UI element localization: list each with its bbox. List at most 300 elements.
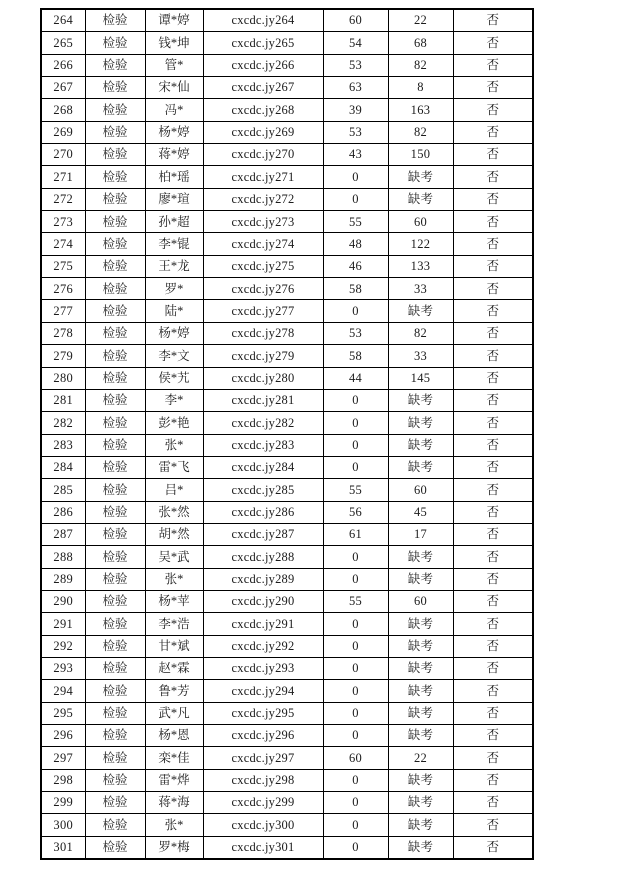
cell-category: 检验 <box>85 99 145 121</box>
cell-no: 271 <box>41 166 85 188</box>
cell-name: 鲁*芳 <box>145 680 203 702</box>
cell-name: 蒋*婷 <box>145 144 203 166</box>
cell-category: 检验 <box>85 836 145 859</box>
cell-rank: 缺考 <box>388 814 453 836</box>
table-row <box>41 434 533 456</box>
cell-category: 检验 <box>85 434 145 456</box>
cell-no: 266 <box>41 54 85 76</box>
cell-flag: 否 <box>453 456 533 478</box>
cell-category: 检验 <box>85 345 145 367</box>
cell-rank: 133 <box>388 255 453 277</box>
cell-name: 杨*婷 <box>145 322 203 344</box>
cell-no: 273 <box>41 211 85 233</box>
cell-score: 54 <box>323 32 388 54</box>
cell-category: 检验 <box>85 613 145 635</box>
cell-category: 检验 <box>85 769 145 791</box>
cell-flag: 否 <box>453 747 533 769</box>
cell-score: 0 <box>323 680 388 702</box>
cell-exam-id: cxcdc.jy264 <box>203 9 323 32</box>
cell-exam-id: cxcdc.jy301 <box>203 836 323 859</box>
cell-flag: 否 <box>453 300 533 322</box>
cell-no: 286 <box>41 501 85 523</box>
cell-score: 0 <box>323 702 388 724</box>
cell-name: 宋*仙 <box>145 77 203 99</box>
cell-no: 295 <box>41 702 85 724</box>
cell-flag: 否 <box>453 233 533 255</box>
cell-score: 0 <box>323 657 388 679</box>
cell-name: 侯*艽 <box>145 367 203 389</box>
cell-no: 292 <box>41 635 85 657</box>
cell-score: 0 <box>323 725 388 747</box>
table-row <box>41 367 533 389</box>
cell-rank: 33 <box>388 278 453 300</box>
cell-score: 58 <box>323 345 388 367</box>
cell-exam-id: cxcdc.jy292 <box>203 635 323 657</box>
cell-score: 63 <box>323 77 388 99</box>
table-row <box>41 590 533 612</box>
cell-name: 李*锟 <box>145 233 203 255</box>
cell-exam-id: cxcdc.jy267 <box>203 77 323 99</box>
cell-category: 检验 <box>85 166 145 188</box>
cell-no: 277 <box>41 300 85 322</box>
cell-exam-id: cxcdc.jy274 <box>203 233 323 255</box>
cell-rank: 60 <box>388 211 453 233</box>
cell-exam-id: cxcdc.jy271 <box>203 166 323 188</box>
cell-flag: 否 <box>453 188 533 210</box>
cell-flag: 否 <box>453 367 533 389</box>
cell-rank: 82 <box>388 121 453 143</box>
cell-exam-id: cxcdc.jy277 <box>203 300 323 322</box>
cell-score: 46 <box>323 255 388 277</box>
cell-rank: 150 <box>388 144 453 166</box>
cell-flag: 否 <box>453 389 533 411</box>
cell-rank: 22 <box>388 9 453 32</box>
cell-no: 281 <box>41 389 85 411</box>
cell-name: 管* <box>145 54 203 76</box>
cell-no: 268 <box>41 99 85 121</box>
cell-name: 吕* <box>145 479 203 501</box>
cell-no: 301 <box>41 836 85 859</box>
cell-flag: 否 <box>453 121 533 143</box>
cell-category: 检验 <box>85 725 145 747</box>
cell-name: 赵*霖 <box>145 657 203 679</box>
cell-rank: 缺考 <box>388 702 453 724</box>
cell-no: 264 <box>41 9 85 32</box>
cell-category: 检验 <box>85 32 145 54</box>
cell-category: 检验 <box>85 322 145 344</box>
cell-no: 283 <box>41 434 85 456</box>
cell-score: 0 <box>323 389 388 411</box>
cell-flag: 否 <box>453 99 533 121</box>
cell-exam-id: cxcdc.jy291 <box>203 613 323 635</box>
results-table-body <box>41 9 533 859</box>
table-row <box>41 32 533 54</box>
cell-no: 289 <box>41 568 85 590</box>
cell-flag: 否 <box>453 54 533 76</box>
table-row <box>41 300 533 322</box>
cell-exam-id: cxcdc.jy278 <box>203 322 323 344</box>
cell-rank: 缺考 <box>388 657 453 679</box>
cell-rank: 82 <box>388 322 453 344</box>
cell-rank: 60 <box>388 479 453 501</box>
cell-rank: 145 <box>388 367 453 389</box>
cell-exam-id: cxcdc.jy283 <box>203 434 323 456</box>
cell-flag: 否 <box>453 211 533 233</box>
cell-score: 48 <box>323 233 388 255</box>
cell-name: 孙*超 <box>145 211 203 233</box>
cell-exam-id: cxcdc.jy281 <box>203 389 323 411</box>
cell-exam-id: cxcdc.jy297 <box>203 747 323 769</box>
cell-rank: 68 <box>388 32 453 54</box>
cell-flag: 否 <box>453 836 533 859</box>
cell-category: 检验 <box>85 635 145 657</box>
cell-flag: 否 <box>453 702 533 724</box>
table-row <box>41 412 533 434</box>
cell-rank: 163 <box>388 99 453 121</box>
cell-exam-id: cxcdc.jy270 <box>203 144 323 166</box>
cell-name: 李*浩 <box>145 613 203 635</box>
cell-flag: 否 <box>453 278 533 300</box>
cell-name: 彭*艳 <box>145 412 203 434</box>
cell-category: 检验 <box>85 389 145 411</box>
cell-exam-id: cxcdc.jy286 <box>203 501 323 523</box>
cell-flag: 否 <box>453 680 533 702</box>
cell-rank: 缺考 <box>388 456 453 478</box>
cell-flag: 否 <box>453 322 533 344</box>
cell-rank: 33 <box>388 345 453 367</box>
table-row <box>41 456 533 478</box>
cell-category: 检验 <box>85 77 145 99</box>
cell-score: 0 <box>323 792 388 814</box>
cell-score: 0 <box>323 769 388 791</box>
cell-exam-id: cxcdc.jy285 <box>203 479 323 501</box>
cell-name: 王*龙 <box>145 255 203 277</box>
cell-no: 280 <box>41 367 85 389</box>
cell-score: 55 <box>323 211 388 233</box>
cell-rank: 缺考 <box>388 389 453 411</box>
cell-name: 雷*烨 <box>145 769 203 791</box>
cell-score: 0 <box>323 613 388 635</box>
cell-flag: 否 <box>453 814 533 836</box>
table-row <box>41 523 533 545</box>
cell-no: 299 <box>41 792 85 814</box>
cell-category: 检验 <box>85 456 145 478</box>
cell-rank: 82 <box>388 54 453 76</box>
cell-no: 267 <box>41 77 85 99</box>
table-row <box>41 725 533 747</box>
cell-name: 谭*婷 <box>145 9 203 32</box>
table-row <box>41 255 533 277</box>
cell-flag: 否 <box>453 77 533 99</box>
cell-no: 291 <box>41 613 85 635</box>
cell-category: 检验 <box>85 121 145 143</box>
cell-no: 270 <box>41 144 85 166</box>
cell-no: 296 <box>41 725 85 747</box>
cell-no: 282 <box>41 412 85 434</box>
cell-name: 罗*梅 <box>145 836 203 859</box>
cell-category: 检验 <box>85 144 145 166</box>
cell-no: 294 <box>41 680 85 702</box>
cell-category: 检验 <box>85 54 145 76</box>
cell-score: 0 <box>323 635 388 657</box>
cell-no: 278 <box>41 322 85 344</box>
cell-rank: 缺考 <box>388 434 453 456</box>
cell-no: 275 <box>41 255 85 277</box>
table-row <box>41 769 533 791</box>
table-row <box>41 792 533 814</box>
cell-exam-id: cxcdc.jy269 <box>203 121 323 143</box>
table-row <box>41 747 533 769</box>
cell-category: 检验 <box>85 278 145 300</box>
cell-exam-id: cxcdc.jy293 <box>203 657 323 679</box>
cell-exam-id: cxcdc.jy279 <box>203 345 323 367</box>
table-row <box>41 479 533 501</box>
cell-flag: 否 <box>453 725 533 747</box>
cell-no: 265 <box>41 32 85 54</box>
cell-exam-id: cxcdc.jy288 <box>203 546 323 568</box>
cell-flag: 否 <box>453 166 533 188</box>
cell-flag: 否 <box>453 9 533 32</box>
cell-flag: 否 <box>453 32 533 54</box>
cell-exam-id: cxcdc.jy296 <box>203 725 323 747</box>
cell-exam-id: cxcdc.jy284 <box>203 456 323 478</box>
cell-name: 陆* <box>145 300 203 322</box>
cell-name: 杨*婷 <box>145 121 203 143</box>
table-row <box>41 9 533 32</box>
cell-category: 检验 <box>85 657 145 679</box>
cell-name: 武*凡 <box>145 702 203 724</box>
cell-score: 56 <box>323 501 388 523</box>
cell-exam-id: cxcdc.jy265 <box>203 32 323 54</box>
cell-category: 检验 <box>85 412 145 434</box>
table-row <box>41 188 533 210</box>
cell-category: 检验 <box>85 9 145 32</box>
cell-no: 297 <box>41 747 85 769</box>
cell-score: 0 <box>323 412 388 434</box>
cell-rank: 22 <box>388 747 453 769</box>
cell-exam-id: cxcdc.jy282 <box>203 412 323 434</box>
cell-name: 雷*飞 <box>145 456 203 478</box>
cell-no: 290 <box>41 590 85 612</box>
cell-score: 0 <box>323 188 388 210</box>
cell-name: 罗* <box>145 278 203 300</box>
cell-category: 检验 <box>85 590 145 612</box>
cell-name: 李*文 <box>145 345 203 367</box>
cell-exam-id: cxcdc.jy299 <box>203 792 323 814</box>
cell-flag: 否 <box>453 546 533 568</box>
cell-no: 269 <box>41 121 85 143</box>
table-row <box>41 166 533 188</box>
cell-score: 53 <box>323 121 388 143</box>
cell-exam-id: cxcdc.jy287 <box>203 523 323 545</box>
cell-name: 张* <box>145 434 203 456</box>
cell-rank: 122 <box>388 233 453 255</box>
cell-flag: 否 <box>453 590 533 612</box>
table-row <box>41 613 533 635</box>
cell-score: 53 <box>323 322 388 344</box>
cell-flag: 否 <box>453 144 533 166</box>
cell-score: 39 <box>323 99 388 121</box>
cell-score: 58 <box>323 278 388 300</box>
table-row <box>41 814 533 836</box>
cell-exam-id: cxcdc.jy276 <box>203 278 323 300</box>
cell-no: 272 <box>41 188 85 210</box>
results-table <box>40 8 534 860</box>
cell-rank: 缺考 <box>388 613 453 635</box>
cell-no: 279 <box>41 345 85 367</box>
cell-score: 0 <box>323 300 388 322</box>
table-row <box>41 99 533 121</box>
cell-category: 检验 <box>85 188 145 210</box>
cell-flag: 否 <box>453 501 533 523</box>
cell-rank: 缺考 <box>388 680 453 702</box>
cell-score: 0 <box>323 434 388 456</box>
cell-exam-id: cxcdc.jy289 <box>203 568 323 590</box>
cell-name: 廖*瑄 <box>145 188 203 210</box>
cell-score: 44 <box>323 367 388 389</box>
cell-exam-id: cxcdc.jy298 <box>203 769 323 791</box>
cell-category: 检验 <box>85 523 145 545</box>
table-row <box>41 836 533 859</box>
cell-exam-id: cxcdc.jy273 <box>203 211 323 233</box>
cell-name: 钱*坤 <box>145 32 203 54</box>
cell-name: 杨*恩 <box>145 725 203 747</box>
cell-score: 0 <box>323 568 388 590</box>
cell-name: 张* <box>145 568 203 590</box>
table-row <box>41 121 533 143</box>
cell-category: 检验 <box>85 747 145 769</box>
cell-category: 检验 <box>85 680 145 702</box>
table-row <box>41 345 533 367</box>
cell-no: 284 <box>41 456 85 478</box>
cell-rank: 缺考 <box>388 546 453 568</box>
cell-exam-id: cxcdc.jy280 <box>203 367 323 389</box>
cell-category: 检验 <box>85 702 145 724</box>
table-row <box>41 635 533 657</box>
cell-exam-id: cxcdc.jy300 <box>203 814 323 836</box>
cell-rank: 缺考 <box>388 836 453 859</box>
cell-score: 0 <box>323 836 388 859</box>
cell-score: 53 <box>323 54 388 76</box>
cell-no: 300 <box>41 814 85 836</box>
cell-score: 60 <box>323 9 388 32</box>
cell-name: 张* <box>145 814 203 836</box>
cell-no: 288 <box>41 546 85 568</box>
cell-name: 李* <box>145 389 203 411</box>
cell-rank: 17 <box>388 523 453 545</box>
cell-name: 杨*苹 <box>145 590 203 612</box>
cell-name: 栾*佳 <box>145 747 203 769</box>
cell-name: 甘*斌 <box>145 635 203 657</box>
cell-rank: 缺考 <box>388 792 453 814</box>
cell-category: 检验 <box>85 479 145 501</box>
cell-flag: 否 <box>453 568 533 590</box>
cell-no: 274 <box>41 233 85 255</box>
cell-flag: 否 <box>453 635 533 657</box>
cell-rank: 缺考 <box>388 769 453 791</box>
cell-rank: 缺考 <box>388 635 453 657</box>
cell-rank: 45 <box>388 501 453 523</box>
cell-score: 61 <box>323 523 388 545</box>
cell-name: 吴*武 <box>145 546 203 568</box>
cell-category: 检验 <box>85 367 145 389</box>
table-row <box>41 322 533 344</box>
cell-flag: 否 <box>453 769 533 791</box>
cell-flag: 否 <box>453 434 533 456</box>
cell-no: 285 <box>41 479 85 501</box>
table-row <box>41 233 533 255</box>
cell-no: 276 <box>41 278 85 300</box>
cell-exam-id: cxcdc.jy268 <box>203 99 323 121</box>
cell-category: 检验 <box>85 211 145 233</box>
table-row <box>41 568 533 590</box>
cell-flag: 否 <box>453 255 533 277</box>
cell-exam-id: cxcdc.jy272 <box>203 188 323 210</box>
cell-category: 检验 <box>85 546 145 568</box>
cell-flag: 否 <box>453 613 533 635</box>
cell-category: 检验 <box>85 501 145 523</box>
cell-exam-id: cxcdc.jy266 <box>203 54 323 76</box>
table-row <box>41 278 533 300</box>
cell-rank: 缺考 <box>388 300 453 322</box>
table-row <box>41 702 533 724</box>
cell-flag: 否 <box>453 345 533 367</box>
cell-rank: 缺考 <box>388 188 453 210</box>
cell-score: 0 <box>323 456 388 478</box>
cell-category: 检验 <box>85 568 145 590</box>
table-row <box>41 54 533 76</box>
cell-flag: 否 <box>453 523 533 545</box>
cell-rank: 缺考 <box>388 725 453 747</box>
cell-score: 0 <box>323 546 388 568</box>
cell-name: 胡*然 <box>145 523 203 545</box>
cell-score: 55 <box>323 479 388 501</box>
cell-rank: 缺考 <box>388 166 453 188</box>
cell-category: 检验 <box>85 792 145 814</box>
table-row <box>41 211 533 233</box>
table-row <box>41 77 533 99</box>
cell-rank: 60 <box>388 590 453 612</box>
cell-flag: 否 <box>453 479 533 501</box>
cell-exam-id: cxcdc.jy290 <box>203 590 323 612</box>
cell-category: 检验 <box>85 300 145 322</box>
cell-score: 0 <box>323 166 388 188</box>
cell-score: 55 <box>323 590 388 612</box>
cell-flag: 否 <box>453 657 533 679</box>
cell-category: 检验 <box>85 814 145 836</box>
cell-rank: 缺考 <box>388 568 453 590</box>
table-row <box>41 657 533 679</box>
cell-name: 冯* <box>145 99 203 121</box>
cell-category: 检验 <box>85 255 145 277</box>
table-row <box>41 389 533 411</box>
cell-name: 蒋*海 <box>145 792 203 814</box>
cell-flag: 否 <box>453 792 533 814</box>
cell-no: 287 <box>41 523 85 545</box>
cell-score: 43 <box>323 144 388 166</box>
cell-rank: 8 <box>388 77 453 99</box>
cell-score: 0 <box>323 814 388 836</box>
cell-no: 298 <box>41 769 85 791</box>
cell-exam-id: cxcdc.jy295 <box>203 702 323 724</box>
cell-rank: 缺考 <box>388 412 453 434</box>
cell-name: 张*然 <box>145 501 203 523</box>
cell-flag: 否 <box>453 412 533 434</box>
cell-exam-id: cxcdc.jy275 <box>203 255 323 277</box>
table-row <box>41 680 533 702</box>
table-row <box>41 501 533 523</box>
cell-exam-id: cxcdc.jy294 <box>203 680 323 702</box>
